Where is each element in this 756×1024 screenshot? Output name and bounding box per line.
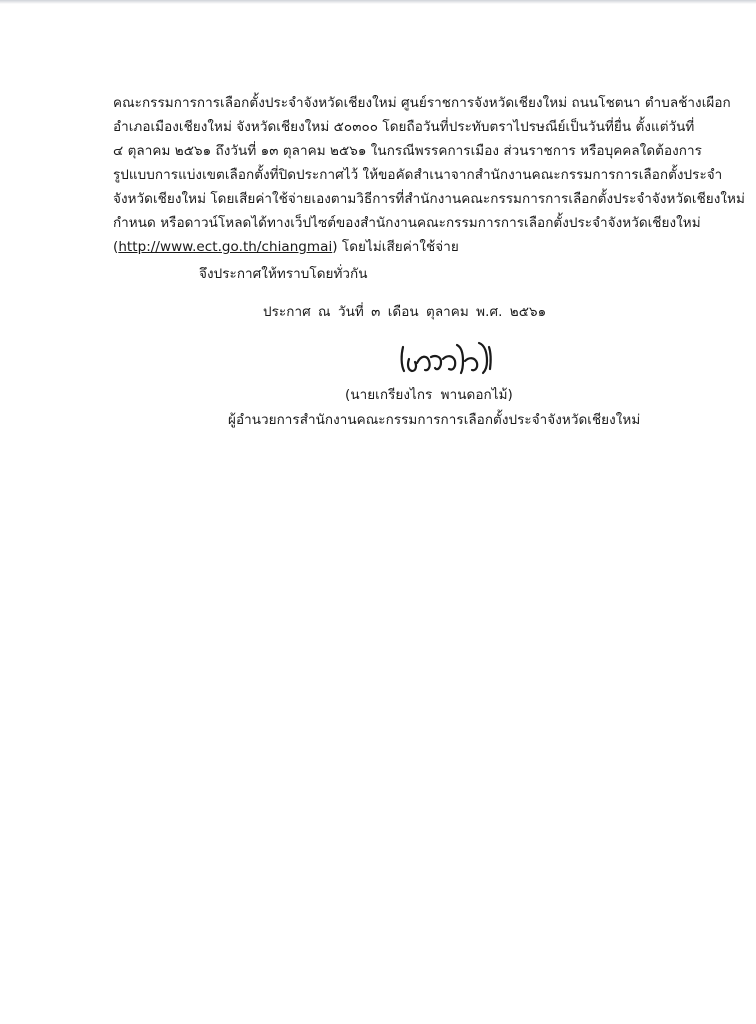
body-line-2: อำเภอเมืองเชียงใหม่ จังหวัดเชียงใหม่ ๕๐๓๐๐ โดยถือวันที่ประทับตราไปรษณีย์เป็นวันที่ยื่น ตั้งแต่วันที่ — [113, 119, 695, 135]
body-line-6: กำหนด หรือดาวน์โหลดได้ทางเว็ปไซต์ของสำนักงานคณะกรรมการการเลือกตั้งประจำจังหวัดเชียงใหม่ — [113, 215, 701, 231]
handwritten-signature — [395, 337, 505, 377]
body-line-5: จังหวัดเชียงใหม่ โดยเสียค่าใช้จ่ายเองตามวิธีการที่สำนักงานคณะกรรมการการเลือกตั้งประจำจังหวัดเชียงใหม่ — [113, 191, 745, 207]
signer-name: (นายเกรียงไกร พานดอกไม้) — [345, 387, 513, 403]
body-line-7 — [113, 237, 459, 257]
date-line: ประกาศ ณ วันที่ ๓ เดือน ตุลาคม พ.ศ. ๒๕๖๑ — [263, 304, 547, 320]
website-link[interactable]: http://www.ect.go.th/chiangmai — [118, 239, 333, 255]
link-open-paren: ( — [113, 239, 119, 255]
body-line-4: รูปแบบการแบ่งเขตเลือกตั้งที่ปิดประกาศไว้ ให้ขอคัดสำเนาจากสำนักงานคณะกรรมการการเลือกตั้งประจำ — [113, 167, 723, 183]
signer-title: ผู้อำนวยการสำนักงานคณะกรรมการการเลือกตั้งประจำจังหวัดเชียงใหม่ — [228, 412, 641, 428]
link-trailing-text: ) โดยไม่เสียค่าใช้จ่าย — [332, 239, 459, 255]
body-line-3: ๔ ตุลาคม ๒๕๖๑ ถึงวันที่ ๑๓ ตุลาคม ๒๕๖๑ ในกรณีพรรคการเมือง ส่วนราชการ หรือบุคคลใดต้องการ — [113, 143, 702, 159]
announcement-line: จึงประกาศให้ทราบโดยทั่วกัน — [199, 266, 368, 282]
body-line-1: คณะกรรมการการเลือกตั้งประจำจังหวัดเชียงใหม่ ศูนย์ราชการจังหวัดเชียงใหม่ ถนนโชตนา ตำบลช้างเผือก — [113, 95, 731, 111]
